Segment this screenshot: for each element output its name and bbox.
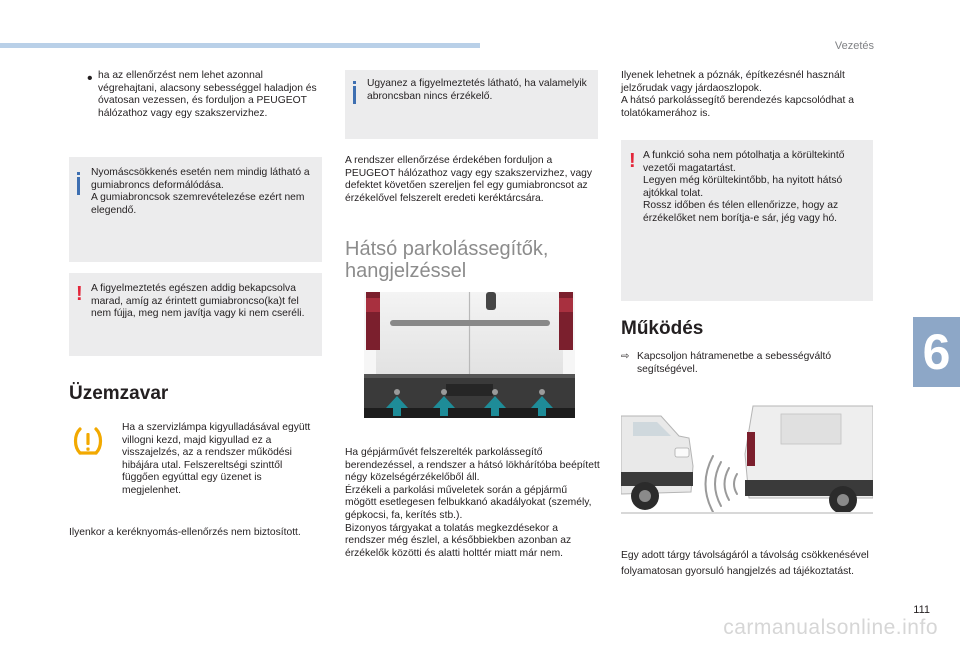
check-text: A rendszer ellenőrzése érdekében forduljon a PEUGEOT hálózathoz vagy egy szakszervizhez, vagy defektet követően szereljen fel egy gumiabroncsot az érzékelővel felszerelt eredeti keréktárcsára. bbox=[345, 155, 593, 204]
info-box bbox=[69, 157, 322, 262]
parking-sensor bbox=[441, 389, 447, 395]
parking-distance-illustration bbox=[621, 402, 873, 518]
parking-sensor bbox=[394, 389, 400, 395]
header-bar bbox=[0, 43, 480, 48]
chapter-tab: 6 bbox=[913, 317, 960, 387]
warning-box-2 bbox=[621, 140, 873, 301]
malfunction-heading: Üzemzavar bbox=[69, 383, 169, 404]
bullet-item bbox=[87, 70, 319, 120]
step-arrow-icon: ⇨ bbox=[621, 351, 630, 362]
malfunction-text: Ha a szervizlámpa kigyulladásával együtt villogni kezd, majd kigyullad ez a visszajelzés, az a rendszer működési hibájára utal. Felszereltségi szinttől függően egyúttal egy üzenet is megjelenhet. bbox=[122, 422, 311, 496]
warning-box-2-text: A funkció soha nem pótolhatja a körültekintő vezetői magatartást. Legyen még körültekintőbb, ha nyitott hátsó ajtókkal tolat. Rossz időben és télen ellenőrizze, hogy az érzékelőket nem borítja-e sár, jég vagy hó. bbox=[643, 150, 845, 224]
parking-description: Ha gépjárművét felszerelték parkolássegítő berendezéssel, a rendszer a hátsó lökhárítóba beépített négy közelségérzékelőből áll. Érzékeli a parkolási műveletek során a gépjármű mögött esetlegesen felbukkanó akadályokat (személy, gépkocsi, fa, kerítés stb.). Bizonyos tárgyakat a tolatás megkezdésekor a rendszer még észlel, a későbbiekben azonban az érzékelők közötti és alatti holttér miatt már nem. bbox=[345, 447, 600, 559]
info-box-2-text: Ugyanez a figyelmeztetés látható, ha valamelyik abroncsban nincs érzékelő. bbox=[367, 78, 587, 102]
warning-box-text: A figyelmeztetés egészen addig bekapcsolva marad, amíg az érintett gumiabroncso(ka)t fel nem fújja, meg nem javítja vagy ki nem cseréli. bbox=[91, 283, 305, 320]
info-icon bbox=[353, 86, 356, 104]
parking-sensor bbox=[492, 389, 498, 395]
operation-heading: Működés bbox=[621, 318, 704, 339]
warning-box bbox=[69, 273, 322, 356]
bullet-dot: • bbox=[87, 70, 93, 87]
bullet-text: ha az ellenőrzést nem lehet azonnal végrehajtani, alacsony sebességgel haladjon és óvatosan vezessen, és forduljon a PEUGEOT hálózathoz vagy egy szakszervizhez. bbox=[98, 70, 317, 119]
operation-step-text: Kapcsoljon hátramenetbe a sebességváltó segítségével. bbox=[637, 351, 832, 375]
warning-icon: ! bbox=[76, 283, 83, 305]
parking-sensor bbox=[539, 389, 545, 395]
col3-footer-text: Egy adott tárgy távolságáról a távolság csökkenésével folyamatosan gyorsuló hangjelzés ad tájékoztatást. bbox=[621, 550, 869, 577]
section-title: Vezetés bbox=[834, 40, 874, 52]
info-icon bbox=[77, 177, 80, 195]
operation-step bbox=[621, 351, 861, 376]
tyre-pressure-warning-icon bbox=[72, 425, 104, 459]
watermark: carmanualsonline.info bbox=[723, 616, 938, 639]
info-box-text: Nyomáscsökkenés esetén nem mindig látható a gumiabroncs deformálódása. A gumiabroncsok szemrevételezése ezért nem elegendő. bbox=[91, 167, 310, 216]
col1-footer-text: Ilyenkor a keréknyomás-ellenőrzés nem biztosított. bbox=[69, 527, 301, 538]
page-number: 111 bbox=[913, 604, 930, 616]
van-rear-illustration bbox=[364, 292, 575, 418]
parking-assist-heading: Hátsó parkolássegítők, hangjelzéssel bbox=[345, 238, 549, 282]
info-box-2 bbox=[345, 70, 598, 139]
col3-intro: Ilyenek lehetnek a póznák, építkezésnél használt jelzőrudak vagy járdaoszlopok. A hátsó parkolássegítő berendezés kapcsolódhat a tolatókamerához is. bbox=[621, 70, 854, 119]
warning-icon: ! bbox=[629, 150, 636, 172]
